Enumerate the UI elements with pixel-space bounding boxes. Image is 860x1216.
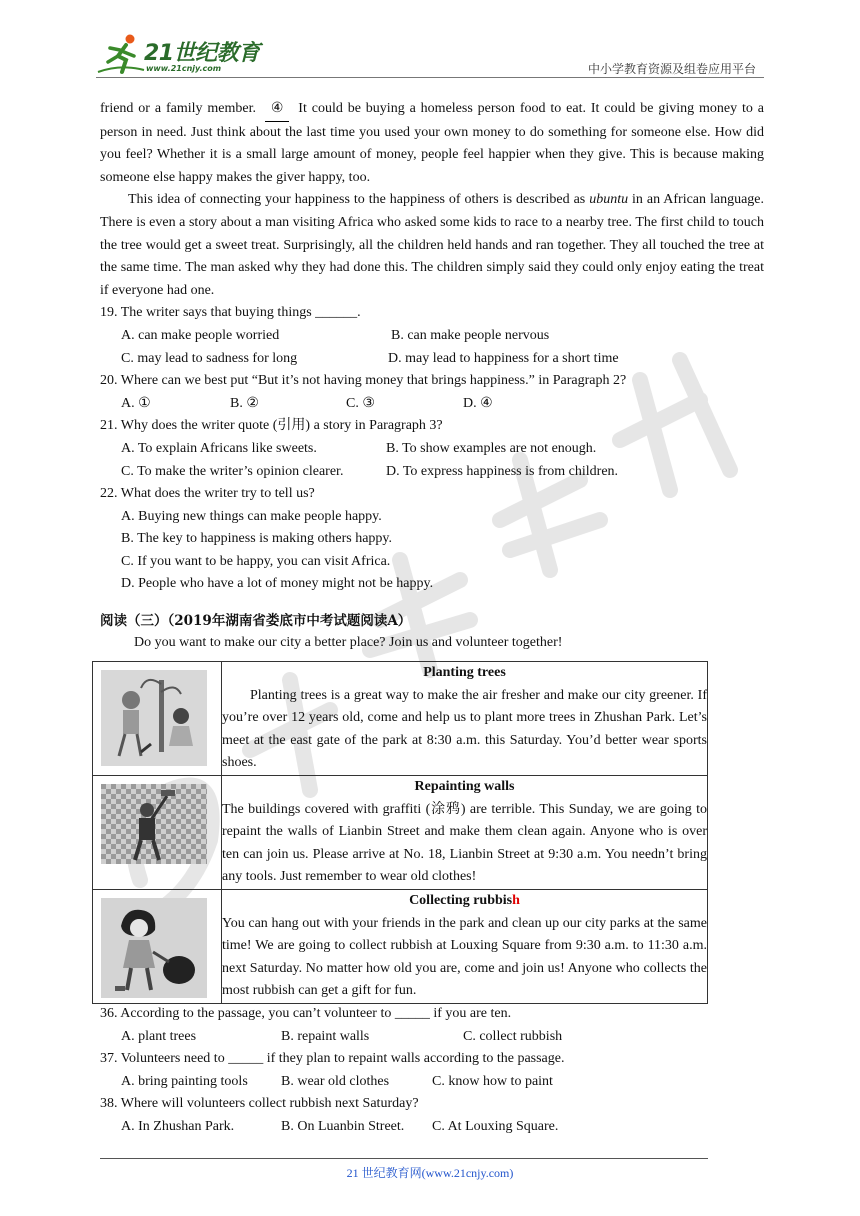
- ad-cell: [222, 775, 708, 889]
- option[interactable]: D. ④: [463, 395, 493, 411]
- page-header: [96, 30, 764, 78]
- question-stem: 36. According to the passage, you can’t volunteer to _____ if you are ten.: [100, 1006, 512, 1021]
- collecting-rubbish-image: [101, 898, 207, 998]
- question-stem: 19. The writer says that buying things ______.: [100, 305, 361, 321]
- question-stem: 38. Where will volunteers collect rubbish next Saturday?: [100, 1096, 419, 1112]
- ad-body: The buildings covered with graffiti (涂鸦) are terrible. This Sunday, we are going to repaint the walls of Lianbin Street and make them clean again. Anyone who is over ten can join us. Please arrive at No. 18, Lianbin Street at 9:30 a.m. You needn’t bring any tools. Just remember to wear old clothes!: [222, 801, 707, 885]
- logo-url: www.21cnjy.com: [146, 64, 222, 73]
- question: [100, 415, 764, 483]
- question: [100, 370, 764, 415]
- option[interactable]: B. repaint walls: [281, 1028, 370, 1044]
- option[interactable]: C. To make the writer’s opinion clearer.: [121, 463, 344, 479]
- option[interactable]: B. can make people nervous: [391, 327, 550, 343]
- blank-4: ④: [265, 98, 290, 122]
- image-cell: [93, 662, 222, 776]
- platform-name: 中小学教育资源及组卷应用平台: [587, 62, 756, 76]
- option[interactable]: A. can make people worried: [121, 327, 280, 343]
- header-divider: [96, 77, 764, 78]
- section-intro: Do you want to make our city a better place? Join us and volunteer together!: [134, 635, 563, 651]
- option[interactable]: D. To express happiness is from children.: [386, 463, 619, 479]
- question-group: [100, 1003, 761, 1139]
- ad-cell: [222, 889, 708, 1003]
- question-stem: 22. What does the writer try to tell us?: [100, 486, 315, 502]
- passage-body: [100, 98, 764, 654]
- question: [100, 483, 764, 596]
- question: [100, 1093, 761, 1138]
- option[interactable]: C. may lead to sadness for long: [121, 350, 298, 366]
- footer-link[interactable]: 21 世纪教育网(www.21cnjy.com): [346, 1166, 514, 1180]
- logo-text: 21世纪教育: [144, 41, 260, 66]
- option[interactable]: C. ③: [346, 395, 375, 411]
- option[interactable]: B. The key to happiness is making others happy.: [121, 531, 393, 547]
- ad-title: Planting trees: [423, 665, 506, 680]
- option[interactable]: B. On Luanbin Street.: [281, 1118, 405, 1134]
- option[interactable]: A. plant trees: [121, 1028, 197, 1044]
- ad-body: Planting trees is a great way to make the air fresher and make our city greener. If you’re over 12 years old, come and help us to plant more trees in Zhushan Park. Let’s meet at the east gate of the park at 8:30 a.m. this Saturday. You’d better wear sports shoes.: [222, 687, 707, 771]
- option[interactable]: C. If you want to be happy, you can visit Africa.: [121, 553, 391, 569]
- site-logo: [96, 32, 266, 76]
- paragraph: This idea of connecting your happiness to the happiness of others is described as ubuntu in an African language. There is even a story about a man visiting Africa who asked some kids to race to a nearby tree. The first child to touch the tree would get a sweet treat. Surprisingly, all the children held hands and ran together. They all touched the tree at the same time. The man asked why they had done this. The children simply said they could only enjoy eating the treat if everyone had one.: [100, 192, 764, 298]
- option[interactable]: A. In Zhushan Park.: [121, 1118, 235, 1134]
- question-stem: 21. Why does the writer quote (引用) a story in Paragraph 3?: [100, 418, 443, 434]
- option[interactable]: A. ①: [121, 395, 151, 411]
- footer-divider: [100, 1158, 708, 1159]
- runner-logo-icon: [96, 32, 146, 76]
- planting-trees-image: [101, 670, 207, 766]
- section-heading: 阅读（三）（2019年湖南省娄底市中考试题阅读A）: [100, 613, 412, 630]
- image-cell: [93, 775, 222, 889]
- option[interactable]: B. To show examples are not enough.: [386, 440, 597, 456]
- image-cell: [93, 889, 222, 1003]
- question: [100, 1003, 761, 1048]
- question: [100, 302, 764, 370]
- ad-title: Collecting rubbish: [409, 892, 520, 908]
- volunteer-table: [92, 661, 708, 1004]
- table-row: [93, 662, 708, 776]
- ad-title: Repainting walls: [414, 778, 515, 794]
- option[interactable]: C. At Louxing Square.: [432, 1118, 559, 1134]
- option[interactable]: C. know how to paint: [432, 1073, 553, 1089]
- option[interactable]: B. wear old clothes: [281, 1073, 390, 1089]
- option[interactable]: D. People who have a lot of money might not be happy.: [121, 576, 434, 592]
- option[interactable]: C. collect rubbish: [463, 1028, 563, 1044]
- table-row: [93, 775, 708, 889]
- option[interactable]: B. ②: [230, 395, 259, 411]
- option[interactable]: A. bring painting tools: [121, 1073, 248, 1089]
- paragraph: friend or a family member. ④ It could be buying a homeless person food to eat. It could be giving money to a person in need. Just think about the last time you used your own money to do something for someone else. How did you feel? Whether it is a small large amount of money, people feel happier when they give. This is because making someone else happy makes the giver happy, too.: [100, 98, 764, 189]
- table-row: [93, 889, 708, 1003]
- option[interactable]: D. may lead to happiness for a short time: [388, 350, 619, 366]
- option[interactable]: A. To explain Africans like sweets.: [121, 440, 317, 456]
- ad-body: You can hang out with your friends in the park and clean up our city parks at the same time! We are going to collect rubbish at Louxing Square from 9:30 a.m. to 11:30 a.m. next Saturday. No matter how old you are, come and join us! Anyone who collects the most rubbish can get a gift for fun.: [222, 915, 707, 999]
- question: [100, 1048, 761, 1093]
- repainting-walls-image: [101, 784, 207, 864]
- option[interactable]: A. Buying new things can make people happy.: [121, 508, 382, 524]
- ad-cell: [222, 662, 708, 776]
- question-stem: 37. Volunteers need to _____ if they plan to repaint walls according to the passage.: [100, 1051, 565, 1067]
- question-stem: 20. Where can we best put “But it’s not having money that brings happiness.” in Paragraph 2?: [100, 373, 627, 389]
